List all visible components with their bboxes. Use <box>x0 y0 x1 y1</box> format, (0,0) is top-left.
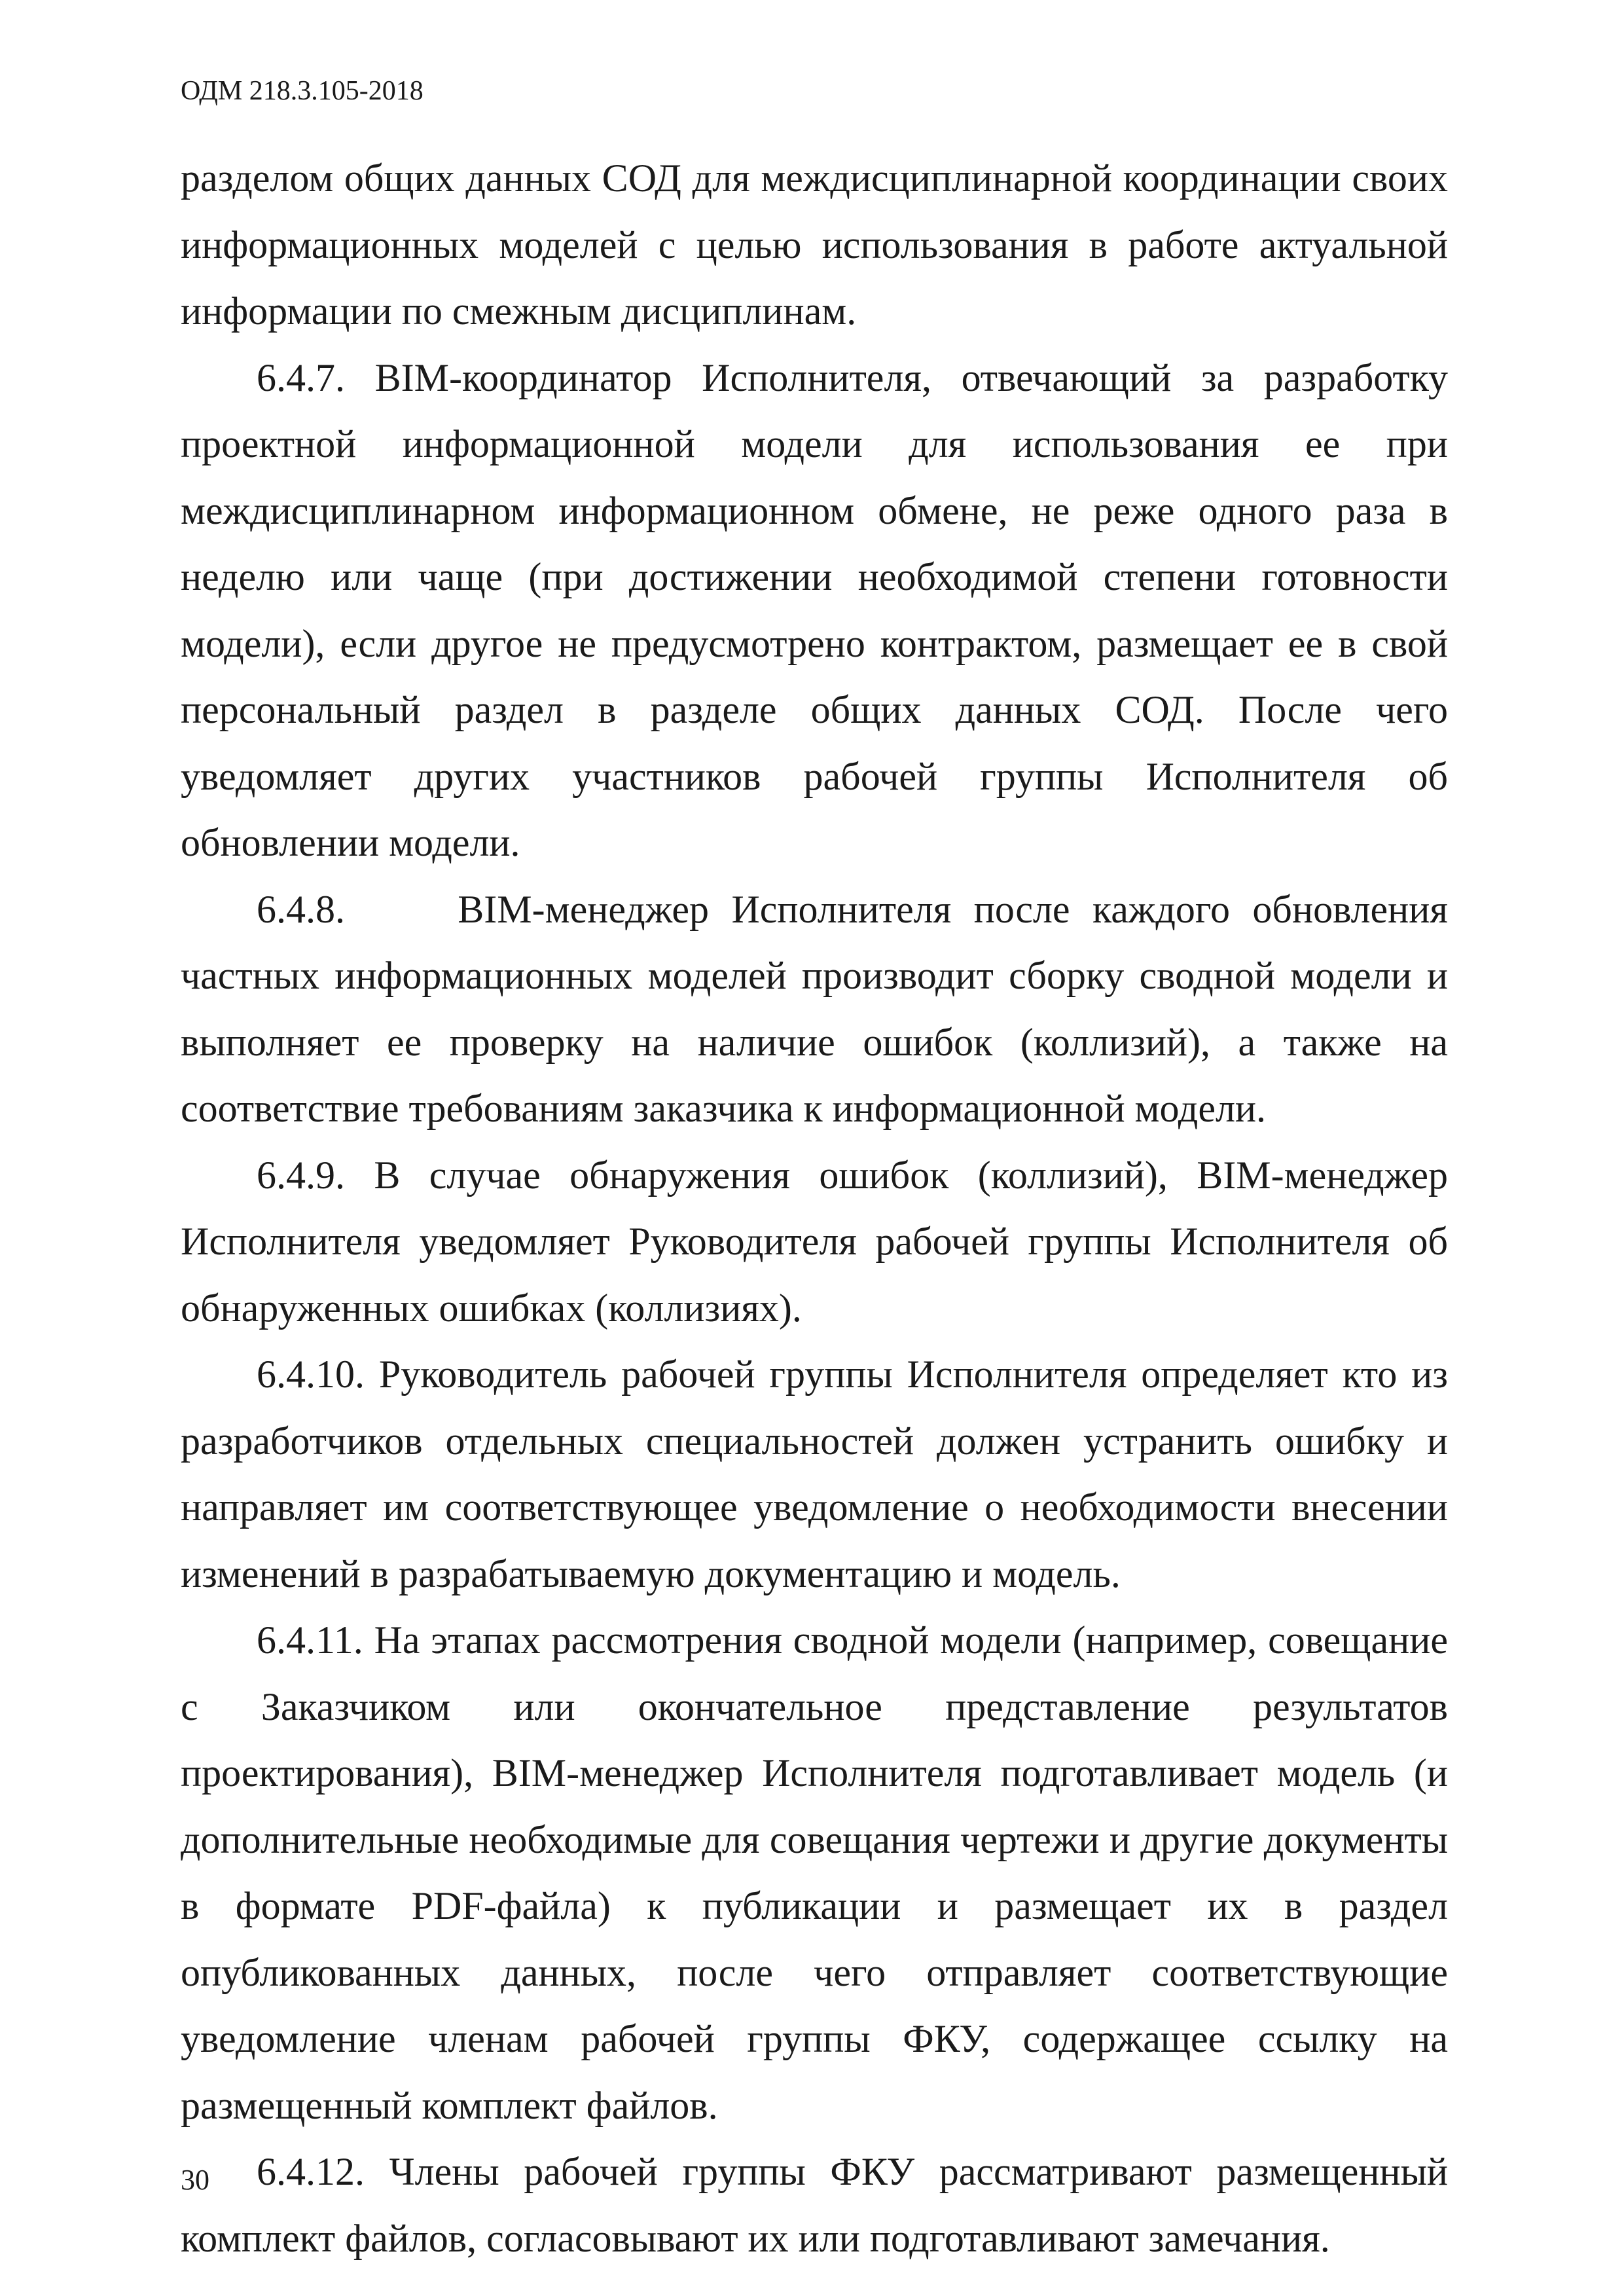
page-number: 30 <box>181 2164 209 2196</box>
paragraph-6-4-10: 6.4.10. Руководитель рабочей группы Исполнителя определяет кто из разработчиков отдельных специальностей должен устранить ошибку и направляет им соответствующее уведомление о необходимости внесении изменений в разрабатываемую документацию и модель. <box>181 1353 1448 1595</box>
paragraph-6-4-12: 6.4.12. Члены рабочей группы ФКУ рассматривают размещенный комплект файлов, согласовывают их или подготавливают замечания. <box>181 2150 1448 2260</box>
paragraph-6-4-8: 6.4.8. BIM-менеджер Исполнителя после каждого обновления частных информационных моделей производит сборку сводной модели и выполняет ее проверку на наличие ошибок (коллизий), а также на соответствие требованиям заказчика к информационной модели. <box>181 887 1458 1130</box>
paragraph-continuation: разделом общих данных СОД для междисциплинарной координации своих информационных моделей с целью использования в работе актуальной информации по смежным дисциплинам. <box>181 156 1448 333</box>
body-text <box>181 145 1458 2272</box>
document-code-header: ОДМ 218.3.105-2018 <box>181 76 424 106</box>
paragraph-6-4-7: 6.4.7. BIM-координатор Исполнителя, отвечающий за разработку проектной информационной модели для использования ее при междисциплинарном информационном обмене, не реже одного раза в неделю или чаще (при достижении необходимой степени готовности модели), если другое не предусмотрено контрактом, размещает ее в свой персональный раздел в разделе общих данных СОД. После чего уведомляет других участников рабочей группы Исполнителя об обновлении модели. <box>181 355 1448 864</box>
paragraph-6-4-11: 6.4.11. На этапах рассмотрения сводной модели (например, совещание с Заказчиком или окончательное представление результатов проектирования), BIM-менеджер Исполнителя подготавливает модель (и дополнительные необходимые для совещания чертежи и другие документы в формате PDF-файла) к публикации и размещает их в раздел опубликованных данных, после чего отправляет соответствующие уведомление членам рабочей группы ФКУ, содержащее ссылку на размещенный комплект файлов. <box>181 1618 1448 2127</box>
paragraph-6-4-9: 6.4.9. В случае обнаружения ошибок (коллизий), BIM-менеджер Исполнителя уведомляет Руководителя рабочей группы Исполнителя об обнаруженных ошибках (коллизиях). <box>181 1153 1448 1330</box>
